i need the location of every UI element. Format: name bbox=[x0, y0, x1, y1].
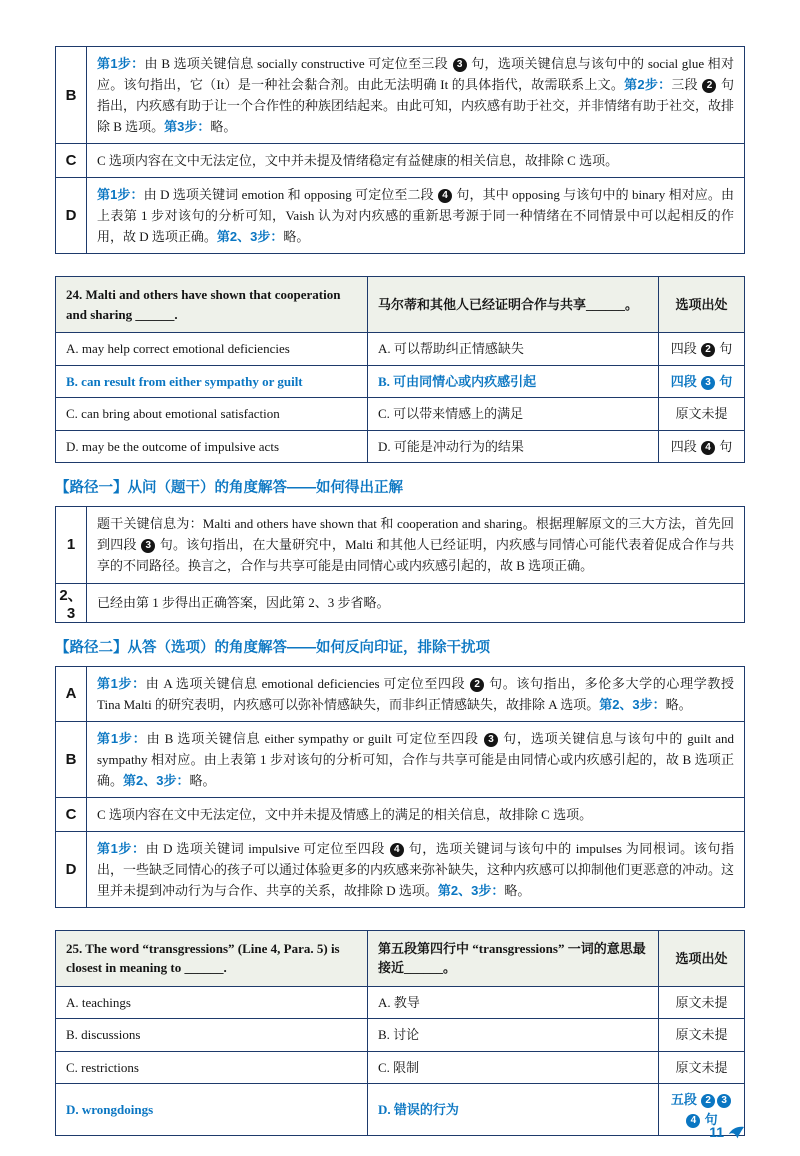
source-column-header: 选项出处 bbox=[659, 277, 745, 333]
table-row bbox=[56, 47, 745, 144]
option-source: 五段 2 34 句 bbox=[659, 1084, 745, 1136]
path-one-heading: 【路径一】从问（题干）的角度解答——如何得出正解 bbox=[55, 480, 403, 497]
option-row bbox=[56, 986, 745, 1019]
option-en: A. may help correct emotional deficiencies bbox=[56, 333, 368, 366]
option-row bbox=[56, 333, 745, 366]
question-header-row bbox=[56, 277, 745, 333]
option-en: D. may be the outcome of impulsive acts bbox=[56, 430, 368, 463]
table-row bbox=[56, 583, 745, 622]
step-label: 2、3 bbox=[56, 583, 87, 622]
path-two-heading: 【路径二】从答（选项）的角度解答——如何反向印证，排除干扰项 bbox=[55, 639, 490, 656]
option-en: C. can bring about emotional satisfaction bbox=[56, 398, 368, 431]
option-zh: C. 限制 bbox=[368, 1051, 659, 1084]
table-row bbox=[56, 666, 745, 721]
option-source: 原文未提 bbox=[659, 1051, 745, 1084]
option-label: D bbox=[56, 831, 87, 907]
option-row-correct bbox=[56, 1084, 745, 1136]
question-stem-zh: 第五段第四行中 “transgressions” 一词的意思最接近______。 bbox=[368, 930, 659, 986]
explanation-text: 第1步：由 A 选项关键信息 emotional deficiencies 可定位至四段 2 句。该句指出，多伦多大学的心理学教授 Tina Malti 的研究表明，内疚感可以弥补情感缺失，而非纠正情感缺失，故排除 A 选项。第2、3步：略。 bbox=[87, 666, 745, 721]
option-zh: D. 可能是冲动行为的结果 bbox=[368, 430, 659, 463]
question-stem-en: 24. Malti and others have shown that cooperation and sharing ______. bbox=[56, 277, 368, 333]
question-stem-zh: 马尔蒂和其他人已经证明合作与共享______。 bbox=[368, 277, 659, 333]
option-source: 原文未提 bbox=[659, 986, 745, 1019]
page-footer bbox=[709, 1124, 745, 1140]
option-en: B. discussions bbox=[56, 1019, 368, 1052]
option-row bbox=[56, 1051, 745, 1084]
option-label: C bbox=[56, 144, 87, 178]
option-label: A bbox=[56, 666, 87, 721]
page-number: 11 bbox=[709, 1124, 724, 1140]
option-row bbox=[56, 398, 745, 431]
explanation-text: C 选项内容在文中无法定位，文中并未提及情感上的满足的相关信息，故排除 C 选项。 bbox=[87, 797, 745, 831]
option-label: B bbox=[56, 47, 87, 144]
option-row-correct bbox=[56, 365, 745, 398]
table-row bbox=[56, 178, 745, 254]
option-en: D. wrongdoings bbox=[56, 1084, 368, 1136]
explanation-text: 第1步：由 D 选项关键词 impulsive 可定位至四段 4 句，选项关键词与该句中的 impulses 为同根词。该句指出，一些缺乏同情心的孩子可以通过体验更多的内疚感来弥补缺失，这种内疚感可以抑制他们更恶意的冲动。这里并未提到冲动行为与合作、共享的关系，故排除 D 选项。第2、3步：略。 bbox=[87, 831, 745, 907]
option-en: B. can result from either sympathy or guilt bbox=[56, 365, 368, 398]
option-source: 四段 2 句 bbox=[659, 333, 745, 366]
explanation-text: 第1步：由 B 选项关键信息 socially constructive 可定位至三段 3 句，选项关键信息与该句中的 social glue 相对应。该句指出，它（It）是一种社会黏合剂。由此无法明确 It 的具体指代，故需联系上文。第2步：三段 2 句指出，内疚感有助于让一个合作性的种族团结起来。由此可知，内疚感有助于社交，并非情绪有助于社交，故排除 B 选项。第3步：略。 bbox=[87, 47, 745, 144]
step-label: 1 bbox=[56, 507, 87, 583]
table-row bbox=[56, 507, 745, 583]
option-zh: C. 可以带来情感上的满足 bbox=[368, 398, 659, 431]
table-row bbox=[56, 144, 745, 178]
explanation-text: C 选项内容在文中无法定位，文中并未提及情绪稳定有益健康的相关信息，故排除 C 选项。 bbox=[87, 144, 745, 178]
option-row bbox=[56, 430, 745, 463]
option-zh: D. 错误的行为 bbox=[368, 1084, 659, 1136]
leaf-icon bbox=[728, 1126, 745, 1139]
explanation-text: 题干关键信息为：Malti and others have shown that 和 cooperation and sharing。根据理解原文的三大方法，首先回到四段 3 句。该句指出，在大量研究中，Malti 和其他人已经证明，内疚感与同情心可能代表着促成合作与共享的不同路径。换言之，合作与共享可能是由同情心或内疚感引起的，故 B 选项正确。 bbox=[87, 507, 745, 583]
continued-answer-table bbox=[55, 46, 745, 254]
option-label: B bbox=[56, 721, 87, 797]
source-column-header: 选项出处 bbox=[659, 930, 745, 986]
option-zh: B. 讨论 bbox=[368, 1019, 659, 1052]
option-source: 四段 4 句 bbox=[659, 430, 745, 463]
option-en: A. teachings bbox=[56, 986, 368, 1019]
table-row bbox=[56, 797, 745, 831]
question-24-table bbox=[55, 276, 745, 463]
option-source: 四段 3 句 bbox=[659, 365, 745, 398]
question-stem-en: 25. The word “transgressions” (Line 4, Para. 5) is closest in meaning to ______. bbox=[56, 930, 368, 986]
option-zh: A. 可以帮助纠正情感缺失 bbox=[368, 333, 659, 366]
path-two-table bbox=[55, 666, 745, 908]
option-source: 原文未提 bbox=[659, 398, 745, 431]
option-zh: A. 教导 bbox=[368, 986, 659, 1019]
table-row bbox=[56, 831, 745, 907]
option-label: D bbox=[56, 178, 87, 254]
explanation-text: 第1步：由 B 选项关键信息 either sympathy or guilt 可定位至四段 3 句，选项关键信息与该句中的 guilt and sympathy 相对应。由上表第 1 步对该句的分析可知，合作与共享可能是由同情心或内疚感引起的，故 B 选项正确。第2、3步：略。 bbox=[87, 721, 745, 797]
table-row bbox=[56, 721, 745, 797]
option-row bbox=[56, 1019, 745, 1052]
question-25-table bbox=[55, 930, 745, 1137]
option-zh: B. 可由同情心或内疚感引起 bbox=[368, 365, 659, 398]
explanation-text: 第1步：由 D 选项关键词 emotion 和 opposing 可定位至二段 4 句，其中 opposing 与该句中的 binary 相对应。由上表第 1 步对该句的分析可知，Vaish 认为对内疚感的重新思考源于同一种情绪在不同情景中可以起相反的作用，故 D 选项正确。第2、3步：略。 bbox=[87, 178, 745, 254]
option-en: C. restrictions bbox=[56, 1051, 368, 1084]
option-label: C bbox=[56, 797, 87, 831]
path-one-table bbox=[55, 506, 745, 622]
explanation-text: 已经由第 1 步得出正确答案，因此第 2、3 步省略。 bbox=[87, 583, 745, 622]
question-header-row bbox=[56, 930, 745, 986]
option-source: 原文未提 bbox=[659, 1019, 745, 1052]
